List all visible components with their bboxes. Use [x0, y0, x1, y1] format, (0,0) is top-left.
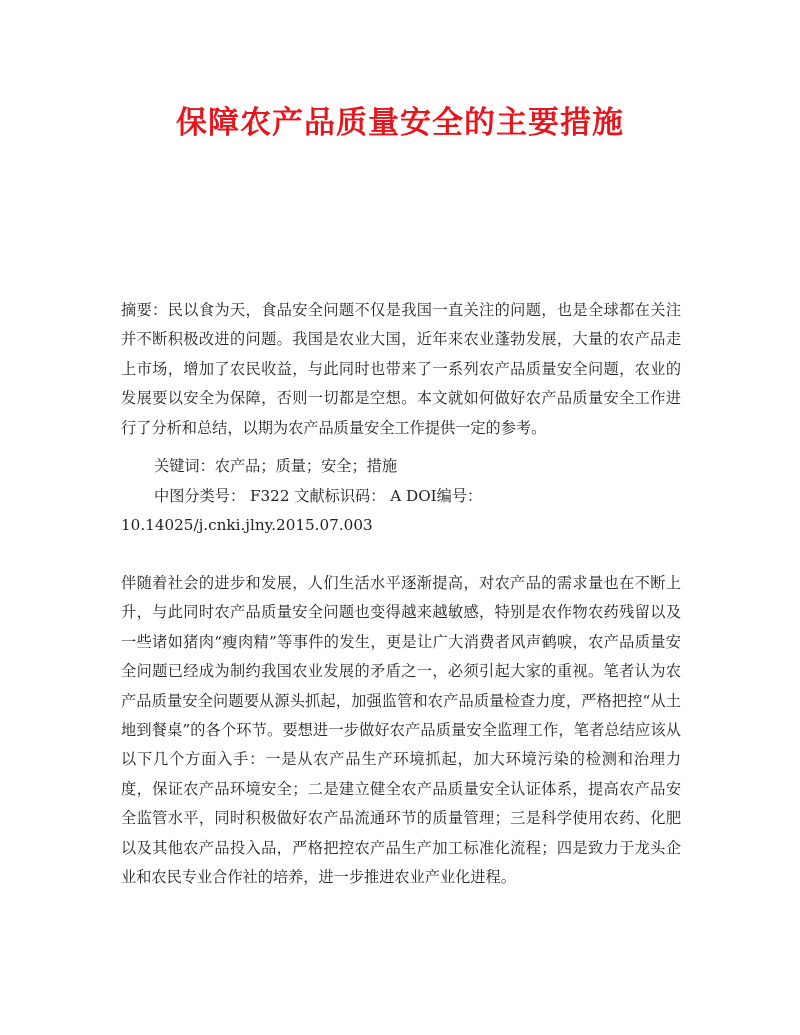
doi-line: 10.14025/j.cnki.jlny.2015.07.003 [121, 516, 373, 534]
abstract-paragraph: 摘要：民以食为天，食品安全问题不仅是我国一直关注的问题，也是全球都在关注并不断积极改进的问题。我国是农业大国，近年来农业蓬勃发展，大量的农产品走上市场，增加了农民收益，与此同时也带来了一系列农产品质量安全问题，农业的发展要以安全为保障，否则一切都是空想。本文就如何做好农产品质量安全工作进行了分析和总结，以期为农产品质量安全工作提供一定的参考。 [121, 301, 681, 437]
classification-line: 中图分类号： F322 文献标识码： A DOI编号： [154, 487, 483, 505]
body-paragraph: 伴随着社会的进步和发展，人们生活水平逐渐提高，对农产品的需求量也在不断上升，与此同时农产品质量安全问题也变得越来越敏感，特别是农作物农药残留以及一些诸如猪肉“瘦肉精”等事件的发生，更是让广大消费者风声鹤唳，农产品质量安全问题已经成为制约我国农业发展的矛盾之一，必须引起大家的重视。笔者认为农产品质量安全问题要从源头抓起，加强监管和农产品质量检查力度，严格把控“从土地到餐桌”的各个环节。要想进一步做好农产品质量安全监理工作，笔者总结应该从以下几个方面入手：一是从农产品生产环境抓起，加大环境污染的检测和治理力度，保证农产品环境安全；二是建立健全农产品质量安全认证体系，提高农产品安全监管水平，同时积极做好农产品流通环节的质量管理；三是科学使用农药、化肥以及其他农产品投入品，严格把控农产品生产加工标准化流程；四是致力于龙头企业和农民专业合作社的培养，进一步推进农业产业化进程。 [121, 574, 681, 887]
keywords-line: 关键词：农产品；质量；安全；措施 [154, 457, 397, 475]
document-title: 保障农产品质量安全的主要措施 [176, 105, 624, 141]
